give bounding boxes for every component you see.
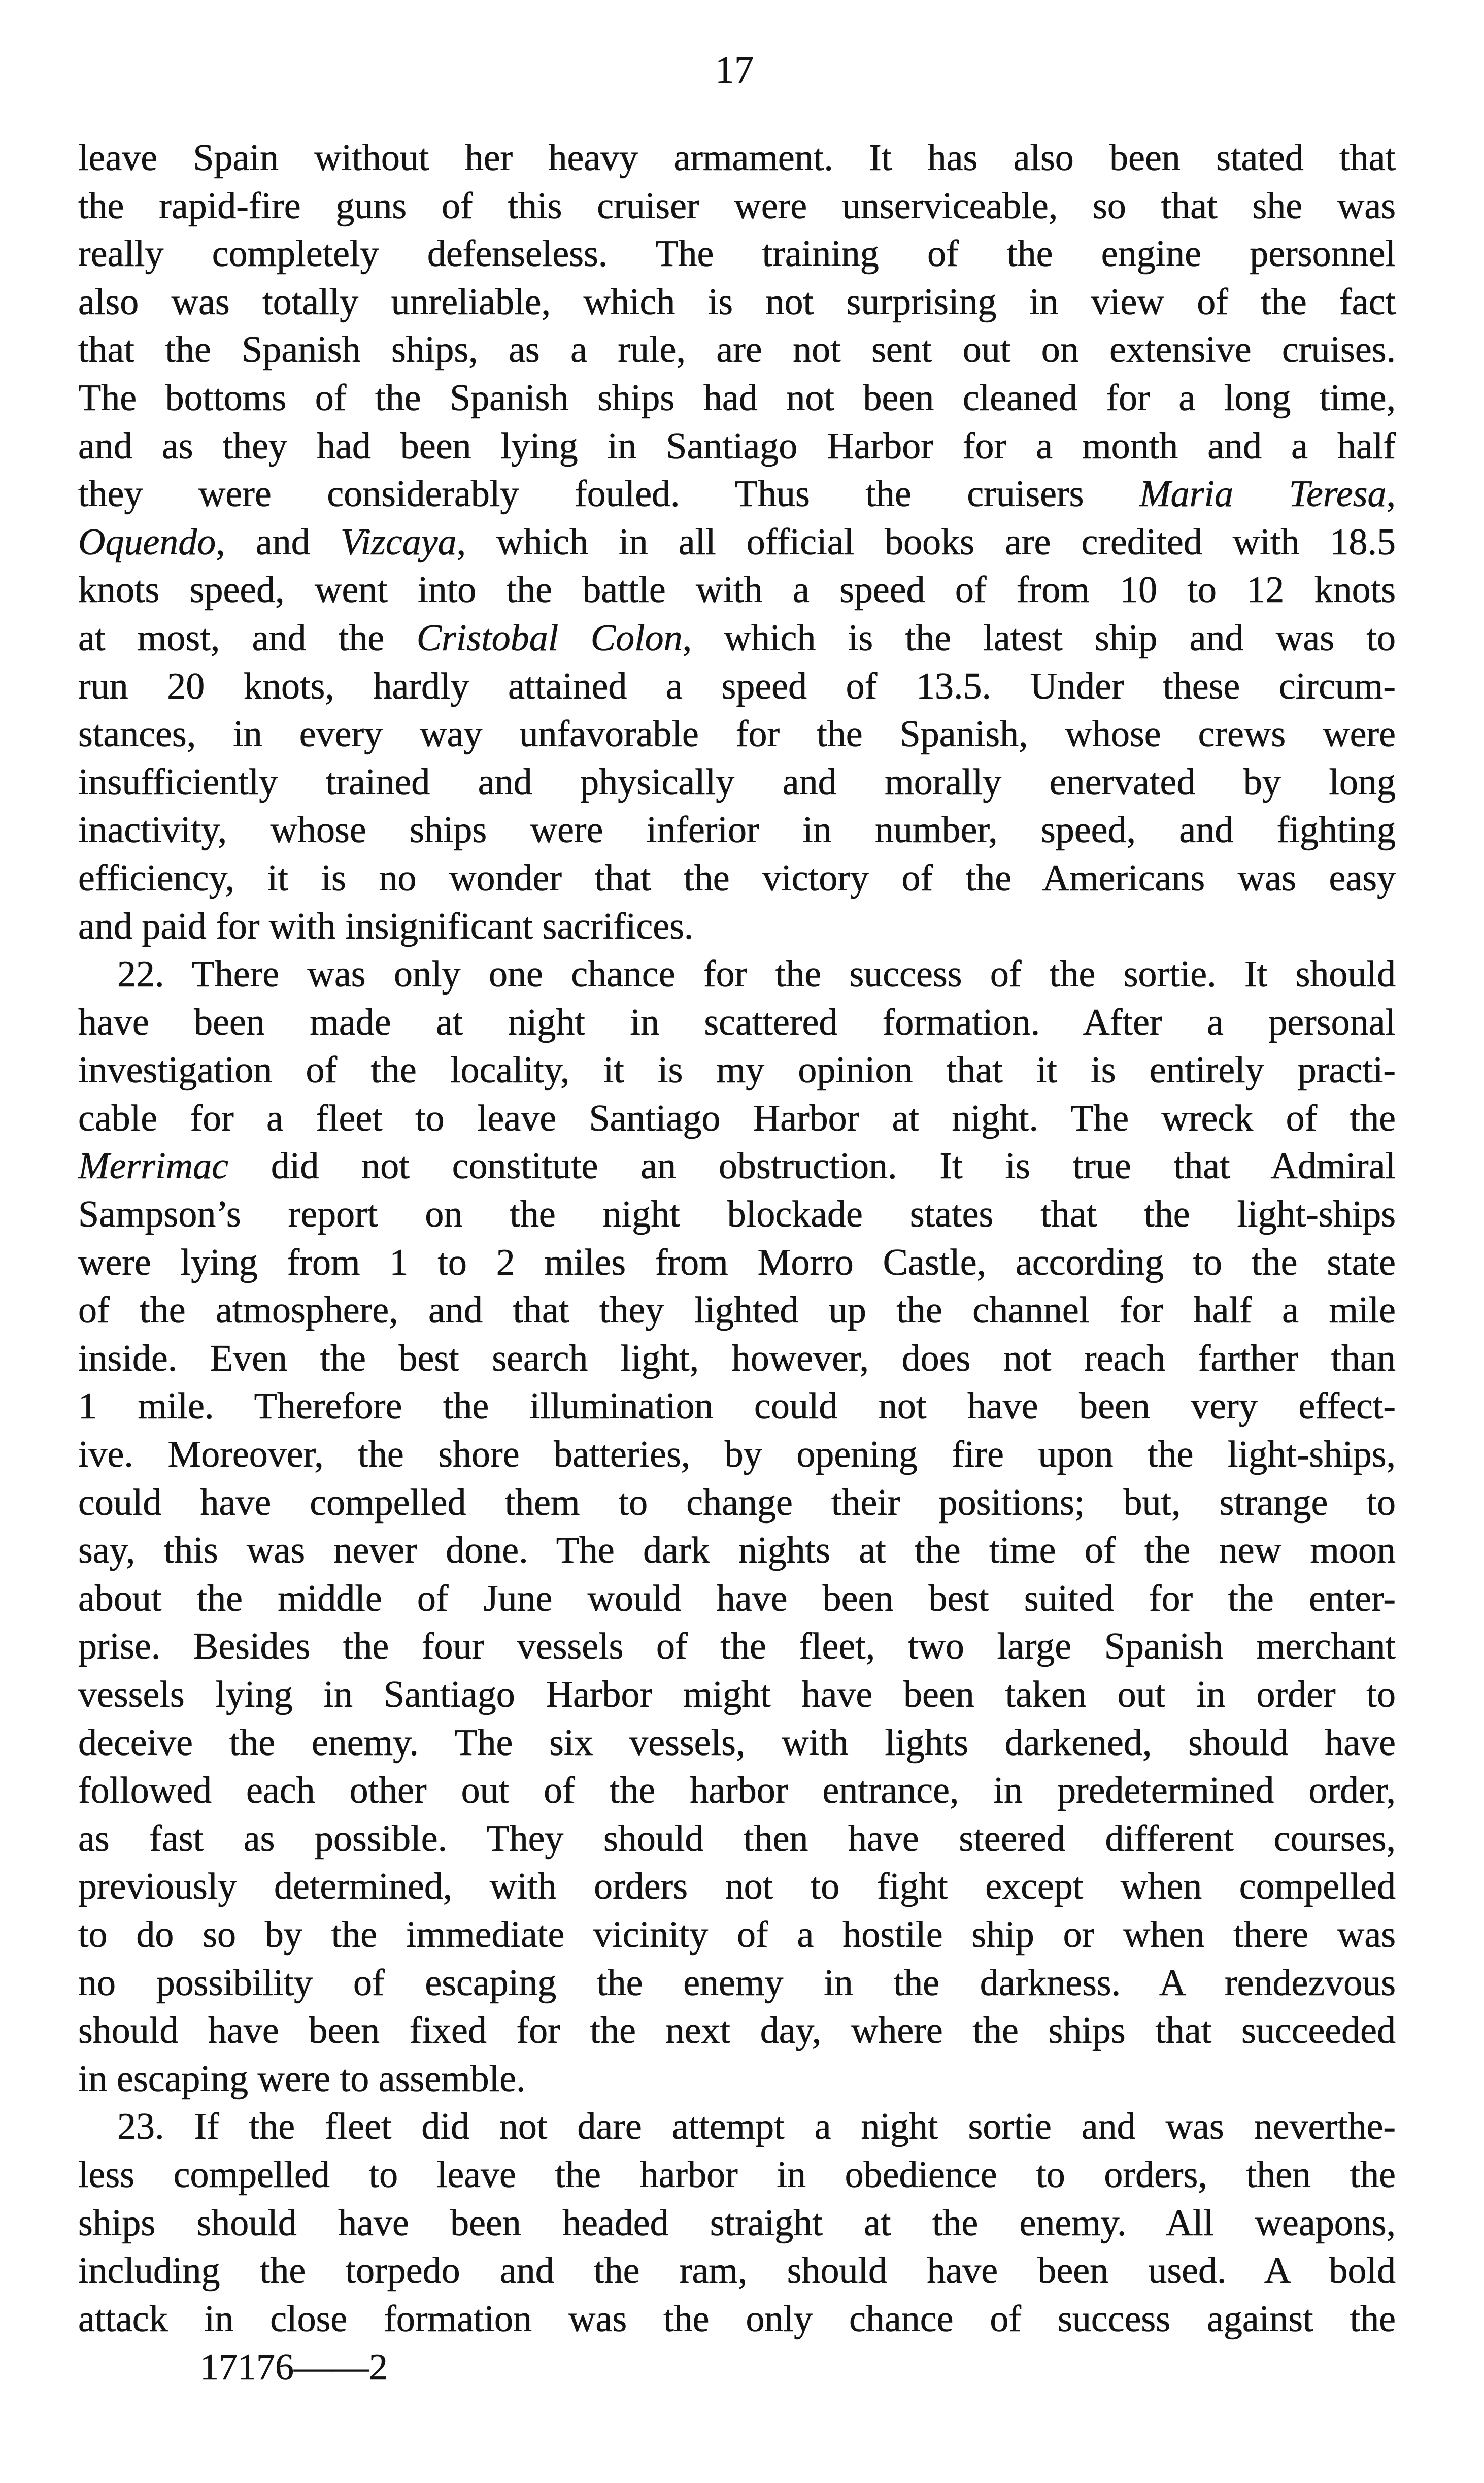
text-line: [78, 518, 1396, 567]
ship-name: Merrimac: [78, 1145, 228, 1187]
text-line: the rapid-fire guns of this cruiser were unserviceable, so that she was: [78, 185, 1396, 227]
paragraph-22: [78, 950, 1396, 2103]
page-number: 17: [715, 49, 754, 91]
text-line: [78, 614, 1396, 663]
text-line: ive. Moreover, the shore batteries, by opening fire upon the light-ships,: [78, 1434, 1396, 1476]
text-line: 23. If the fleet did not dare attempt a night sortie and was neverthe-: [117, 2106, 1396, 2148]
text-line: and as they had been lying in Santiago Harbor for a month and a half: [78, 425, 1396, 467]
text-line: inside. Even the best search light, however, does not reach farther than: [78, 1337, 1396, 1379]
text-line: of the atmosphere, and that they lighted up the channel for half a mile: [78, 1289, 1396, 1332]
ship-name: Vizcaya: [340, 521, 457, 563]
text-line: investigation of the locality, it is my opinion that it is entirely practi-: [78, 1049, 1396, 1091]
printer-signature-mark: 17176——2: [200, 2346, 388, 2388]
text-segment: , and: [216, 521, 341, 563]
text-segment: ,: [1386, 473, 1396, 515]
text-line: should have been fixed for the next day, where the ships that succeeded: [78, 2010, 1396, 2052]
text-line: also was totally unreliable, which is not surprising in view of the fact: [78, 281, 1396, 323]
text-line: could have compelled them to change their positions; but, strange to: [78, 1481, 1396, 1524]
text-segment: at most, and the: [78, 617, 417, 659]
text-segment: , which in all official books are credited with 18.5: [456, 521, 1396, 563]
text-line: Sampson’s report on the night blockade states that the light-ships: [78, 1194, 1396, 1236]
text-line: as fast as possible. They should then have steered different courses,: [78, 1817, 1396, 1860]
text-line: in escaping were to assemble.: [78, 2058, 526, 2100]
text-line: leave Spain without her heavy armament. It has also been stated that: [78, 137, 1396, 179]
text-line: attack in close formation was the only chance of success against the: [78, 2298, 1396, 2340]
text-line: inactivity, whose ships were inferior in number, speed, and fighting: [78, 809, 1396, 851]
text-line: have been made at night in scattered formation. After a personal: [78, 1001, 1396, 1043]
text-line: deceive the enemy. The six vessels, with lights darkened, should have: [78, 1721, 1396, 1764]
text-segment: , which is the latest ship and was to: [682, 617, 1396, 659]
ship-name: Oquendo: [78, 521, 216, 563]
text-line: run 20 knots, hardly attained a speed of 13.5. Under these circum-: [78, 665, 1396, 707]
text-line: were lying from 1 to 2 miles from Morro Castle, according to the state: [78, 1241, 1396, 1283]
text-line: stances, in every way unfavorable for the Spanish, whose crews were: [78, 713, 1396, 755]
text-line: and paid for with insignificant sacrifices.: [78, 905, 694, 947]
text-line: [78, 1142, 1396, 1190]
text-line: The bottoms of the Spanish ships had not been cleaned for a long time,: [78, 377, 1396, 419]
text-line: really completely defenseless. The training of the engine personnel: [78, 233, 1396, 275]
text-line: vessels lying in Santiago Harbor might have been taken out in order to: [78, 1674, 1396, 1715]
text-line: less compelled to leave the harbor in obedience to orders, then the: [78, 2154, 1396, 2196]
text-line: prise. Besides the four vessels of the fleet, two large Spanish merchant: [78, 1626, 1396, 1668]
paragraph-23: [78, 2103, 1396, 2343]
text-line: about the middle of June would have been best suited for the enter-: [78, 1577, 1396, 1619]
text-segment: did not constitute an obstruction. It is true that Admiral: [228, 1145, 1396, 1187]
text-line: knots speed, went into the battle with a speed of from 10 to 12 knots: [78, 569, 1396, 611]
text-line: insufficiently trained and physically and morally enervated by long: [78, 761, 1396, 803]
text-line: including the torpedo and the ram, should have been used. A bold: [78, 2250, 1396, 2292]
text-segment: they were considerably fouled. Thus the cruisers: [78, 473, 1140, 515]
text-line: 1 mile. Therefore the illumination could not have been very effect-: [78, 1385, 1396, 1428]
text-line: no possibility of escaping the enemy in the darkness. A rendezvous: [78, 1962, 1396, 2004]
text-line: cable for a fleet to leave Santiago Harbor at night. The wreck of the: [78, 1097, 1396, 1139]
text-line: efficiency, it is no wonder that the victory of the Americans was easy: [78, 857, 1396, 899]
text-line: that the Spanish ships, as a rule, are not sent out on extensive cruises.: [78, 329, 1396, 371]
ship-name: Cristobal Colon: [416, 617, 683, 659]
text-line: previously determined, with orders not to fight except when compelled: [78, 1866, 1396, 1908]
body-text: [78, 134, 1396, 2343]
text-line: 22. There was only one chance for the success of the sortie. It should: [117, 953, 1396, 996]
paragraph-continued: [78, 134, 1396, 950]
text-line: ships should have been headed straight at the enemy. All weapons,: [78, 2202, 1396, 2244]
ship-name: Maria Teresa: [1139, 473, 1387, 515]
text-line: [78, 470, 1396, 518]
text-line: say, this was never done. The dark nights at the time of the new moon: [78, 1530, 1396, 1572]
text-line: followed each other out of the harbor entrance, in predetermined order,: [78, 1770, 1396, 1812]
text-line: to do so by the immediate vicinity of a hostile ship or when there was: [78, 1913, 1396, 1956]
